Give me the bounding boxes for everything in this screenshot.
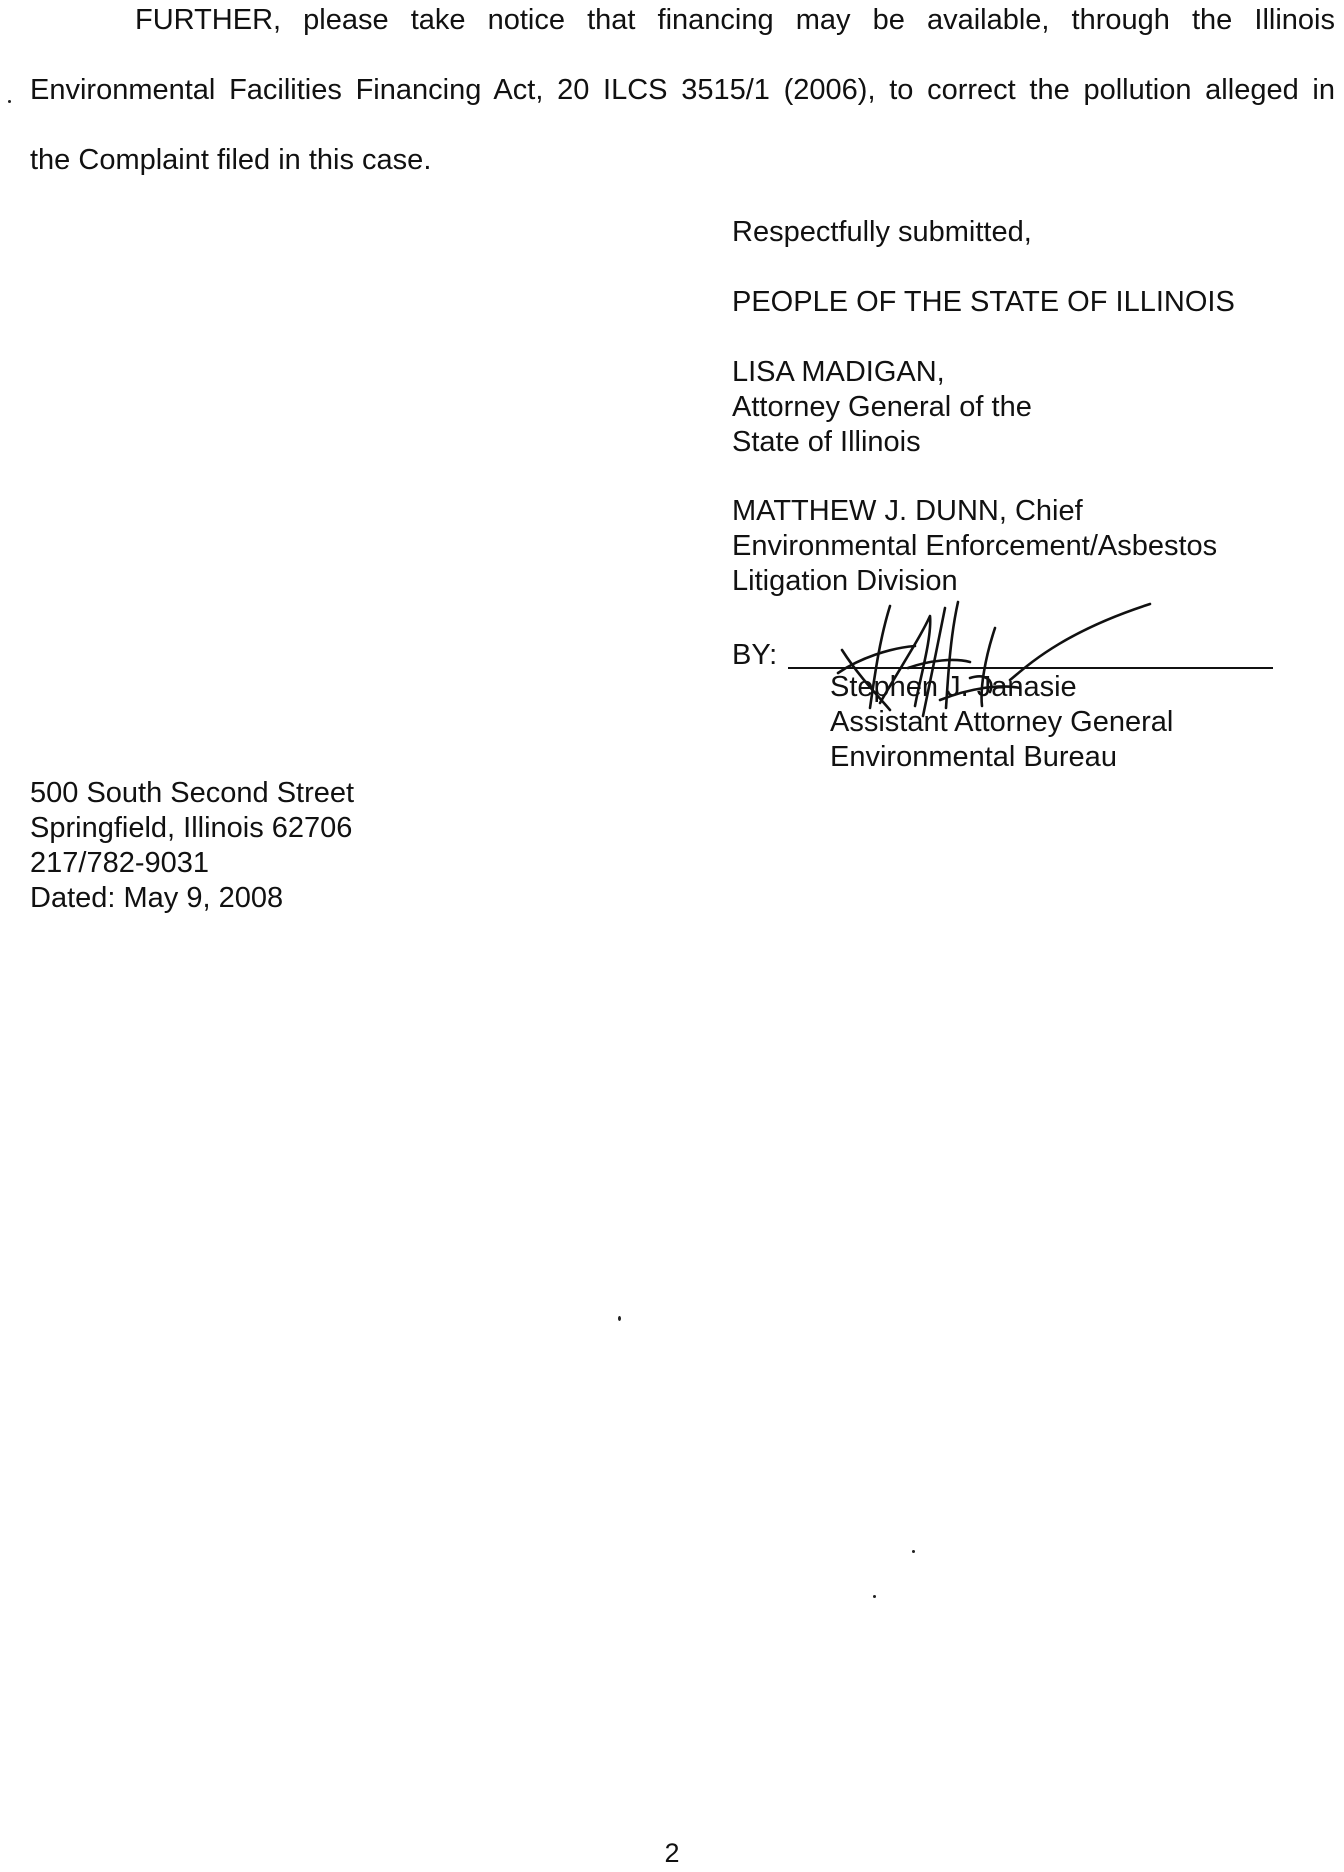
address-street: 500 South Second Street — [30, 777, 355, 809]
party-name: PEOPLE OF THE STATE OF ILLINOIS — [732, 286, 1235, 318]
signer-title-1: Assistant Attorney General — [830, 706, 1174, 738]
attorney-general-block — [732, 355, 1032, 460]
division-chief-block — [732, 494, 1217, 599]
notice-line-2: Environmental Facilities Financing Act, 20 ILCS 3515/1 (2006), to correct the pollution alleged in — [30, 74, 1335, 106]
page-number: 2 — [664, 1838, 680, 1868]
signature-line — [788, 667, 1273, 669]
scan-speck — [8, 100, 11, 103]
scan-speck — [912, 1550, 915, 1553]
notice-line-1: FURTHER, please take notice that financing may be available, through the Illinois — [135, 4, 1335, 36]
signer-block — [830, 670, 1173, 775]
by-label: BY: — [732, 639, 778, 671]
notice-line-3: the Complaint filed in this case. — [30, 144, 432, 176]
address-phone: 217/782-9031 — [30, 847, 209, 879]
signer-name: Stephen J. Janasie — [830, 671, 1077, 703]
division-chief-title-2: Litigation Division — [732, 565, 958, 597]
division-chief-name: MATTHEW J. DUNN, Chief — [732, 495, 1083, 527]
closing-text: Respectfully submitted, — [732, 216, 1032, 248]
attorney-general-title-2: State of Illinois — [732, 426, 921, 458]
address-city: Springfield, Illinois 62706 — [30, 812, 353, 844]
division-chief-title-1: Environmental Enforcement/Asbestos — [732, 530, 1218, 562]
address-block — [30, 776, 354, 916]
signer-title-2: Environmental Bureau — [830, 741, 1117, 773]
scan-speck — [873, 1595, 876, 1598]
date-line: Dated: May 9, 2008 — [30, 882, 284, 914]
attorney-general-name: LISA MADIGAN, — [732, 356, 945, 388]
attorney-general-title-1: Attorney General of the — [732, 391, 1032, 423]
scan-speck — [618, 1316, 621, 1321]
